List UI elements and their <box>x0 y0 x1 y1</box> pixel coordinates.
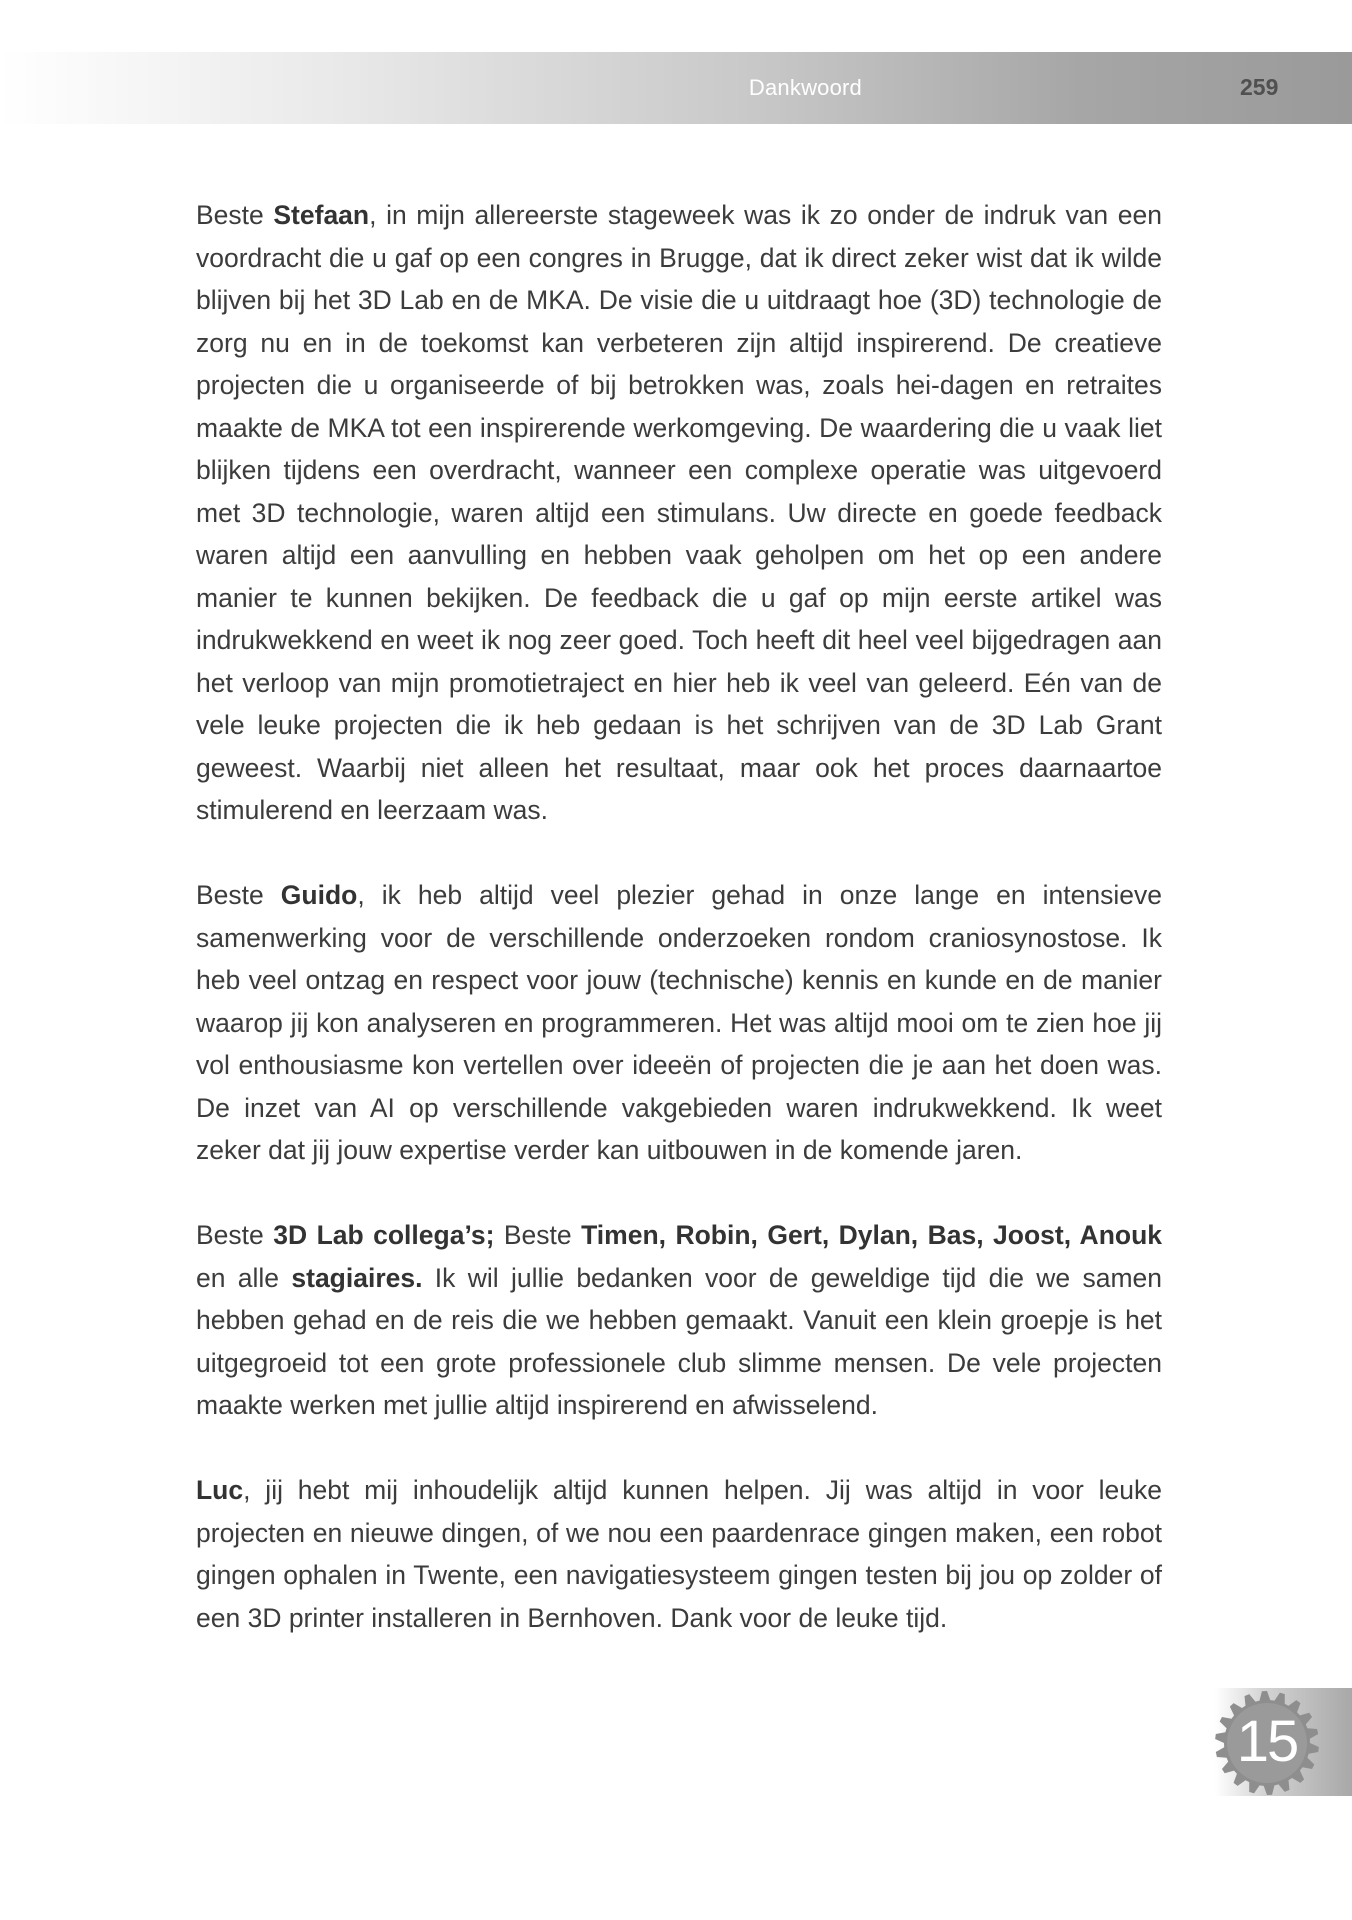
running-header-band <box>0 52 1352 124</box>
paragraph-luc: Luc, jij hebt mij inhoudelijk altijd kunnen helpen. Jij was altijd in voor leuke projecten en nieuwe dingen, of we nou een paardenrace gingen maken, een robot gingen ophalen in Twente, een navigatiesysteem gingen testen bij jou op zolder of een 3D printer installeren in Bernhoven. Dank voor de leuke tijd. <box>196 1475 1162 1633</box>
paragraph-3d-lab-colleagues: Beste 3D Lab collega’s; Beste Timen, Robin, Gert, Dylan, Bas, Joost, Anouk en alle stagiaires. Ik wil jullie bedanken voor de geweldige tijd die we samen hebben gehad en de reis die we hebben gemaakt. Vanuit een klein groepje is het uitgegroeid tot een grote professionele club slimme mensen. De vele projecten maakte werken met jullie altijd inspirerend en afwisselend. <box>196 1220 1162 1420</box>
running-title: Dankwoord <box>748 75 862 100</box>
chapter-number: 15 <box>1236 1709 1298 1774</box>
paragraph-stefaan: Beste Stefaan, in mijn allereerste stageweek was ik zo onder de indruk van een voordracht die u gaf op een congres in Brugge, dat ik direct zeker wist dat ik wilde blijven bij het 3D Lab en de MKA. De visie die u uitdraagt hoe (3D) technologie de zorg nu en in de toekomst kan verbeteren zijn altijd inspirerend. De creatieve projecten die u organiseerde of bij betrokken was, zoals hei-dagen en retraites maakte de MKA tot een inspirerende werkomgeving. De waardering die u vaak liet blijken tijdens een overdracht, wanneer een complexe operatie was uitgevoerd met 3D technologie, waren altijd een stimulans. Uw directe en goede feedback waren altijd een aanvulling en hebben vaak geholpen om het op een andere manier te kunnen bekijken. De feedback die u gaf op mijn eerste artikel was indrukwekkend en weet ik nog zeer goed. Toch heeft dit heel veel bijgedragen aan het verloop van mijn promotietraject en hier heb ik veel van geleerd. Eén van de vele leuke projecten die ik heb gedaan is het schrijven van de 3D Lab Grant geweest. Waarbij niet alleen het resultaat, maar ook het proces daarnaartoe stimulerend en leerzaam was. <box>196 200 1162 825</box>
page-number: 259 <box>1240 74 1279 100</box>
paragraph-guido: Beste Guido, ik heb altijd veel plezier gehad in onze lange en intensieve samenwerking voor de verschillende onderzoeken rondom craniosynostose. Ik heb veel ontzag en respect voor jouw (technische) kennis en kunde en de manier waarop jij kon analyseren en programmeren. Het was altijd mooi om te zien hoe jij vol enthousiasme kon vertellen over ideeën of projecten die je aan het doen was. De inzet van AI op verschillende vakgebieden waren indrukwekkend. Ik weet zeker dat jij jouw expertise verder kan uitbouwen in de komende jaren. <box>196 880 1162 1165</box>
body-text <box>196 194 1162 1682</box>
